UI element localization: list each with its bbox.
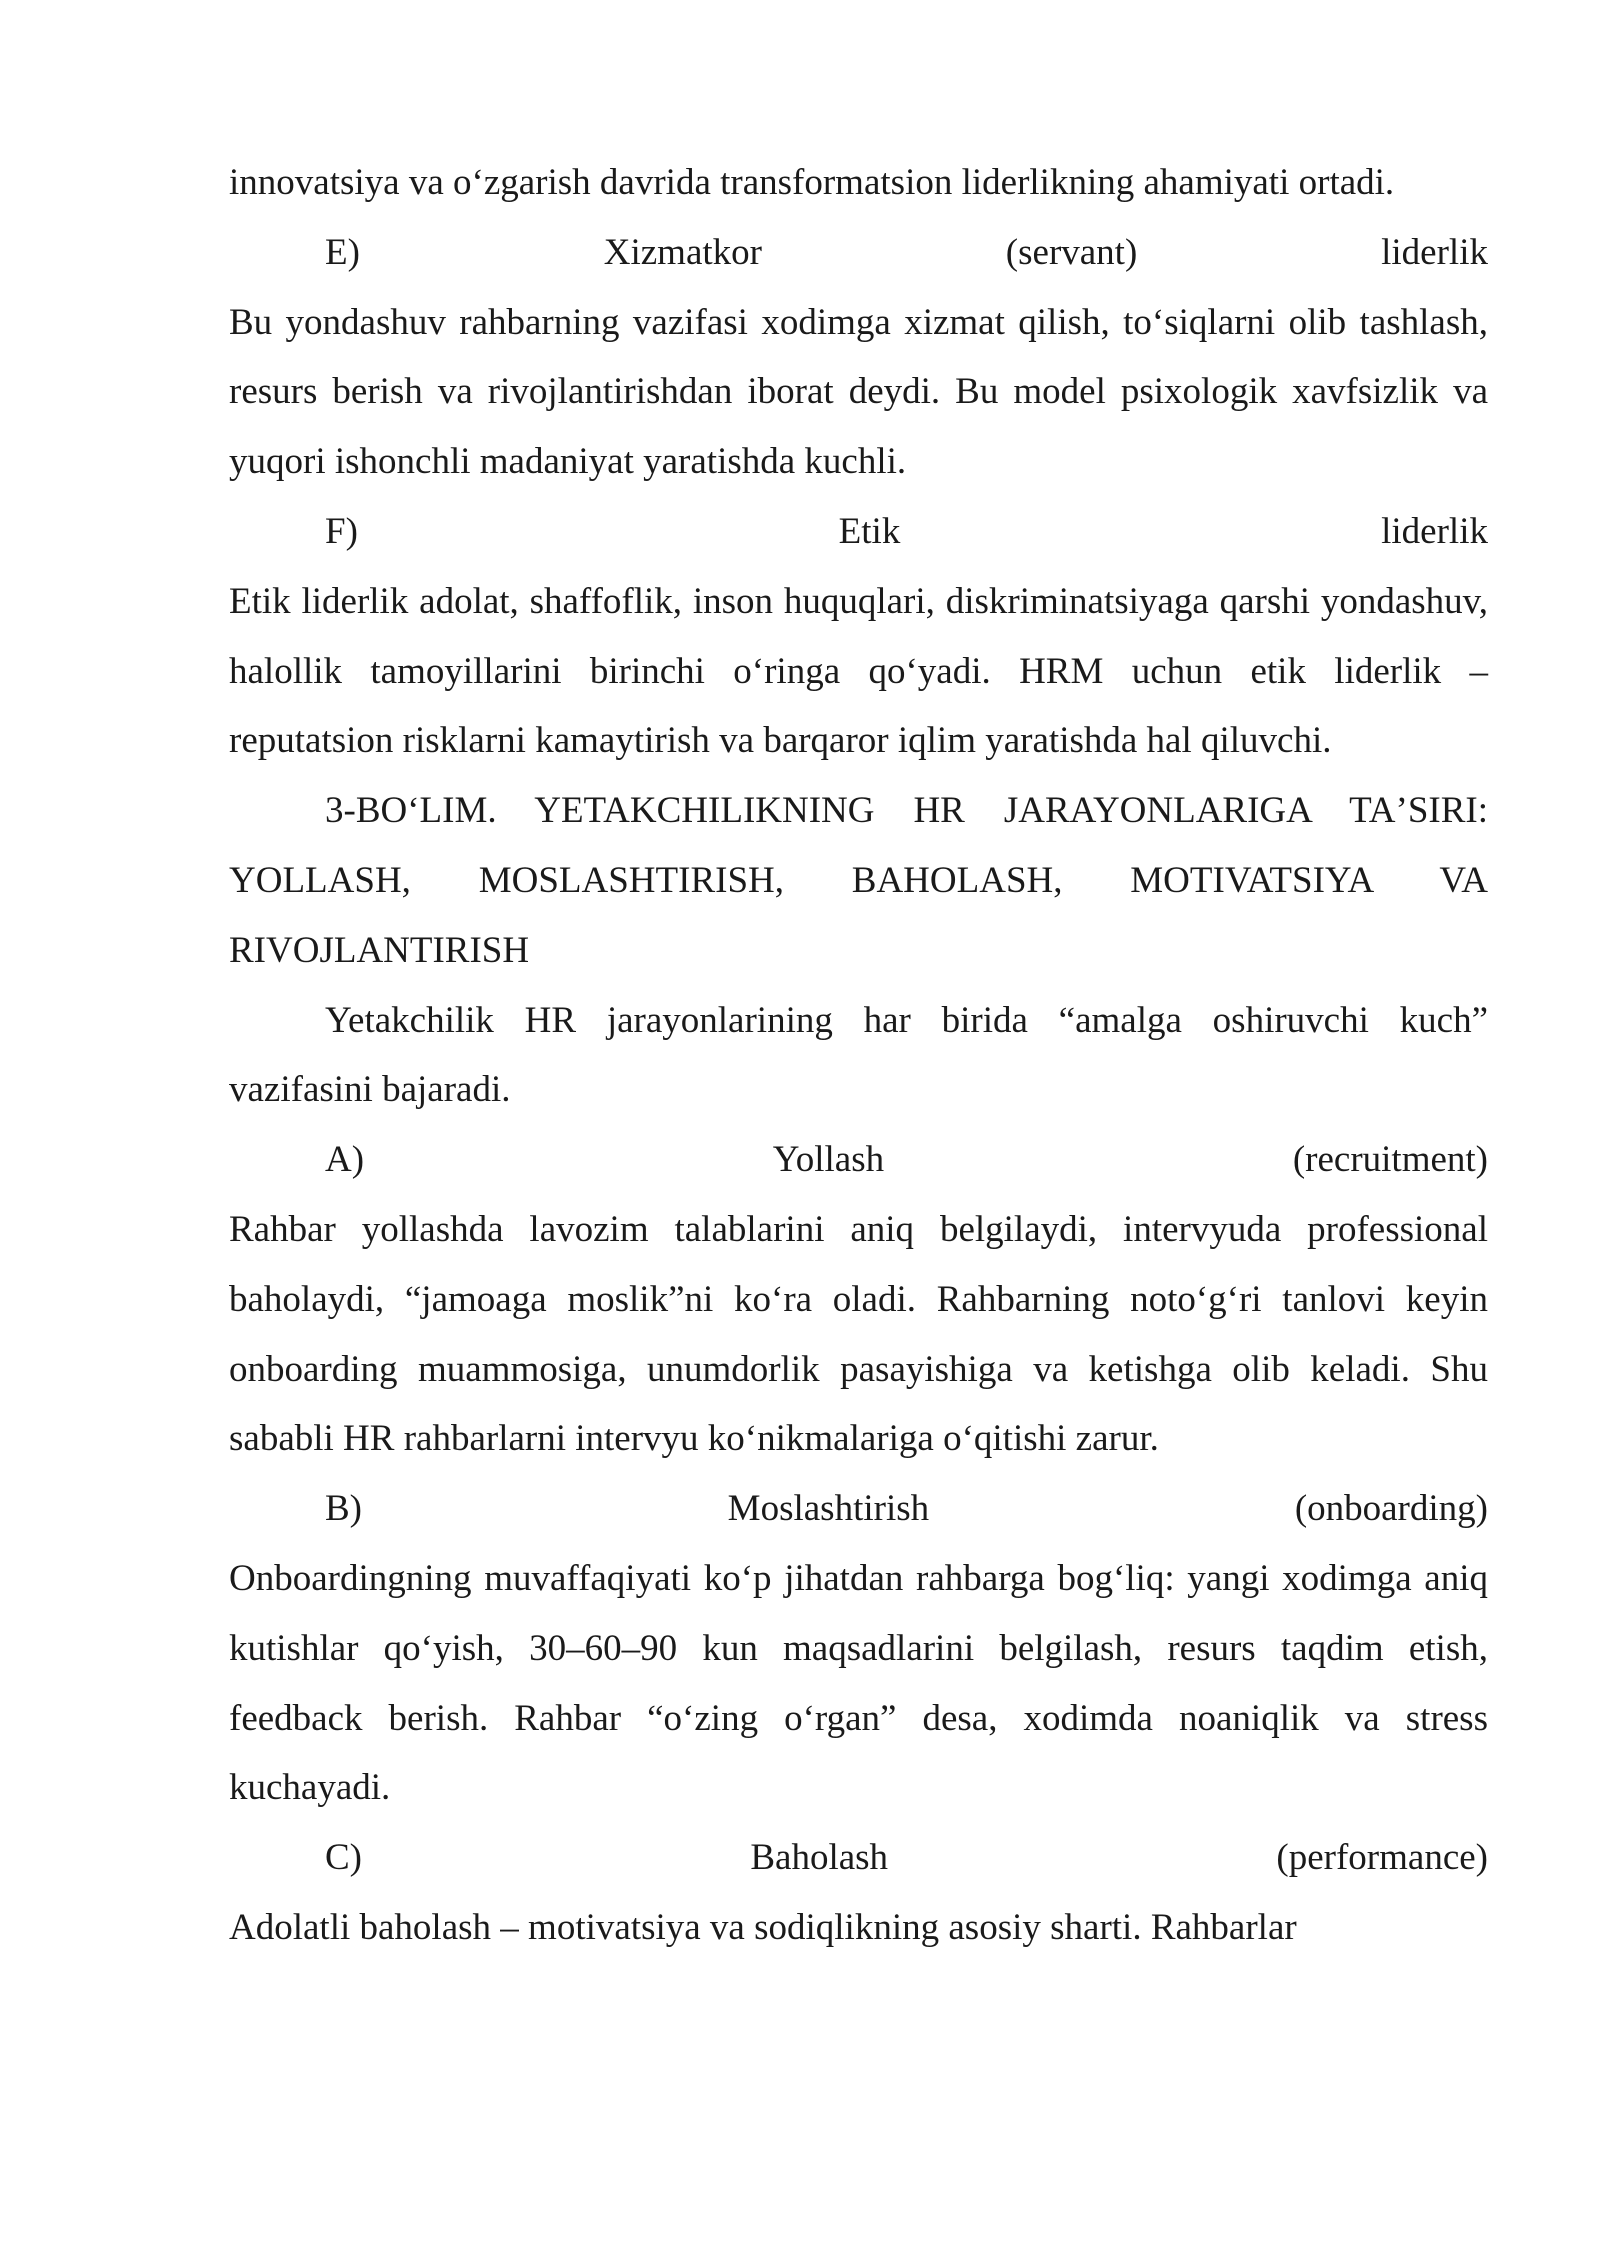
subheading-word: Xizmatkor [603,231,762,273]
subheading-letter: E) [325,231,360,273]
paragraph-onboarding: Onboardingning muvaffaqiyati koʻp jihatdan rahbarga bogʻliq: yangi xodimga aniq kutishlar qoʻyish, 30–60–90 kun maqsadlarini belgilash, resurs taqdim etish, feedback berish. Rahbar “oʻzing oʻrgan” desa, xodimda noaniqlik va stress kuchayadi. [229,1557,1488,1809]
subheading-word: Yollash [772,1139,885,1181]
subheading-letter: F) [325,510,358,552]
subheading-letter: A) [325,1139,365,1181]
subheading-onboarding [229,1474,1488,1544]
subheading-tail: liderlik [1381,231,1488,273]
subheading-word: Etik [838,510,901,552]
subheading-word: Moslashtirish [727,1488,930,1530]
paragraph-transformational-tail: innovatsiya va oʻzgarish davrida transformatsion liderlikning ahamiyati ortadi. [229,162,1395,203]
subheading-letter: B) [325,1488,362,1530]
subheading-term: (onboarding) [1294,1488,1488,1530]
subheading-term: (servant) [1005,231,1138,273]
subheading-performance [229,1823,1488,1893]
subheading-recruitment [229,1125,1488,1195]
section-3-intro: Yetakchilik HR jarayonlarining har birida “amalga oshiruvchi kuch” vazifasini bajaradi. [229,999,1488,1111]
subheading-servant-leadership [229,218,1488,288]
paragraph-ethical-leadership: Etik liderlik adolat, shaffoflik, inson huquqlari, diskriminatsiyaga qarshi yondashuv, halollik tamoyillarini birinchi oʻringa qoʻyadi. HRM uchun etik liderlik – reputatsion risklarni kamaytirish va barqaror iqlim yaratishda hal qiluvchi. [229,580,1488,762]
subheading-letter: C) [325,1837,362,1879]
subheading-word: Baholash [750,1837,889,1879]
document-page [229,148,1488,1963]
subheading-ethical-leadership [229,497,1488,567]
section-3-heading: 3-BOʻLIM. YETAKCHILIKNING HR JARAYONLARIGA TAʼSIRI: YOLLASH, MOSLASHTIRISH, BAHOLASH, MOTIVATSIYA VA RIVOJLANTIRISH [229,790,1488,971]
paragraph-performance: Adolatli baholash – motivatsiya va sodiqlikning asosiy sharti. Rahbarlar [229,1906,1297,1948]
subheading-term: (recruitment) [1292,1139,1488,1181]
subheading-term: (performance) [1276,1837,1488,1879]
paragraph-recruitment: Rahbar yollashda lavozim talablarini aniq belgilaydi, intervyuda professional baholaydi, “jamoaga moslik”ni koʻra oladi. Rahbarning notoʻgʻri tanlovi keyin onboarding muammosiga, unumdorlik pasayishiga va ketishga olib keladi. Shu sababli HR rahbarlarni intervyu koʻnikmalariga oʻqitishi zarur. [229,1208,1488,1460]
subheading-tail: liderlik [1381,510,1488,552]
paragraph-servant-leadership: Bu yondashuv rahbarning vazifasi xodimga xizmat qilish, toʻsiqlarni olib tashlash, resurs berish va rivojlantirishdan iborat deydi. Bu model psixologik xavfsizlik va yuqori ishonchli madaniyat yaratishda kuchli. [229,301,1488,483]
